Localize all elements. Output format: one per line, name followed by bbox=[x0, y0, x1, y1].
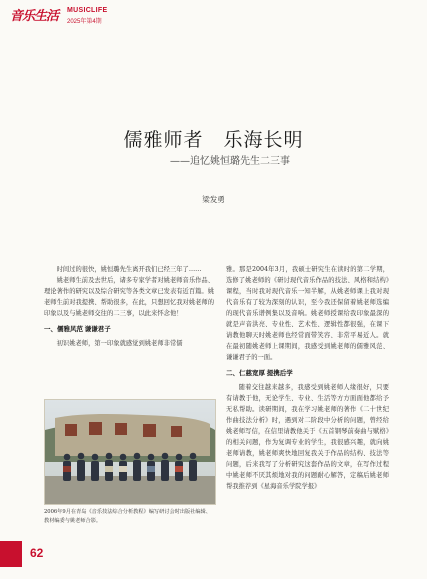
right-column bbox=[226, 264, 389, 492]
page-number: 62 bbox=[30, 546, 44, 560]
issue-label: 2025年第4期 bbox=[67, 19, 102, 25]
magazine-logo-en: MUSICLIFE bbox=[67, 7, 108, 14]
article-title: 儒雅师者 乐海长明 bbox=[123, 129, 304, 151]
photo-caption: 2006年9月在青岛《音乐技法综合分析教程》编写研讨会时出版社编辑、教材编委与姚老师合影。 bbox=[44, 509, 211, 524]
magazine-header bbox=[10, 4, 160, 26]
paragraph: 雅。那是2004年3月，我硕士研究生在读时的第二学期，选修了姚老师的《研讨现代音乐作品的技法、风格和结构》课程，当时我对现代音乐一知半解，从姚老师课上我对现代音乐有了较为深刻的认识，至今我还保留着姚老师选编的现代音乐谱例集以及音响。姚老师授课给我印象最深的就是声音洪亮、专业性、艺术性、逻辑性都很强，在课下请教他聊天时姚老师也经常面带笑容、非常平易近人。就在最初随姚老师上课期间，我感受到姚老师的儒雅风范、谦谦君子的一面。 bbox=[226, 266, 389, 361]
section-heading: 一、儒雅风范 谦谦君子 bbox=[44, 326, 111, 333]
group-photo bbox=[44, 399, 216, 505]
page-accent-bar bbox=[0, 541, 22, 567]
paragraph: 时间过的很快，姚恒璐先生离开我们已经三年了…… bbox=[56, 266, 202, 273]
section-heading: 二、仁慈宽厚 提携后学 bbox=[226, 370, 293, 377]
paragraph: 姚老师生前及去世后，诸多专家学者对姚老师音乐作品、理论著作的研究以及综合研究等各类文章已发表有近百篇。姚老师生前对我提携、帮助很多，在此，只想回忆我对姚老师的印象以及与姚老师交往的二三事，以此来怀念他！ bbox=[44, 277, 215, 317]
article-author: 梁发勇 bbox=[202, 195, 225, 204]
paragraph: 随着交往越来越多，我感受到姚老师人缘很好，只要有请教于他，无论学生、专业、生活等方方面面他都给予无私帮助。读研期间，我在学习姚老师的著作《二十世纪作曲技法分析》时，遇到对二阶段中分析的问题，曾经给姚老师写信，在信里请教他关于《五首钢琴前奏曲与赋格》的相关问题，作为复调专业的学生，我很感兴趣，就向姚老师请教，姚老师爽快地回复我关于作品的结构、技法等问题，后来我写了分析研究这套作品的文章，在写作过程中姚老师不厌其烦地对我的问题耐心解答，定稿后姚老师帮我推荐到《星海音乐学院学报》 bbox=[226, 384, 389, 490]
paragraph: 初识姚老师，第一印象就感觉到姚老师非常儒 bbox=[56, 340, 183, 347]
article-subtitle: ——追忆姚恒璐先生二三事 bbox=[170, 156, 290, 167]
magazine-logo: 音乐生活 bbox=[10, 9, 59, 24]
left-column bbox=[44, 264, 214, 349]
